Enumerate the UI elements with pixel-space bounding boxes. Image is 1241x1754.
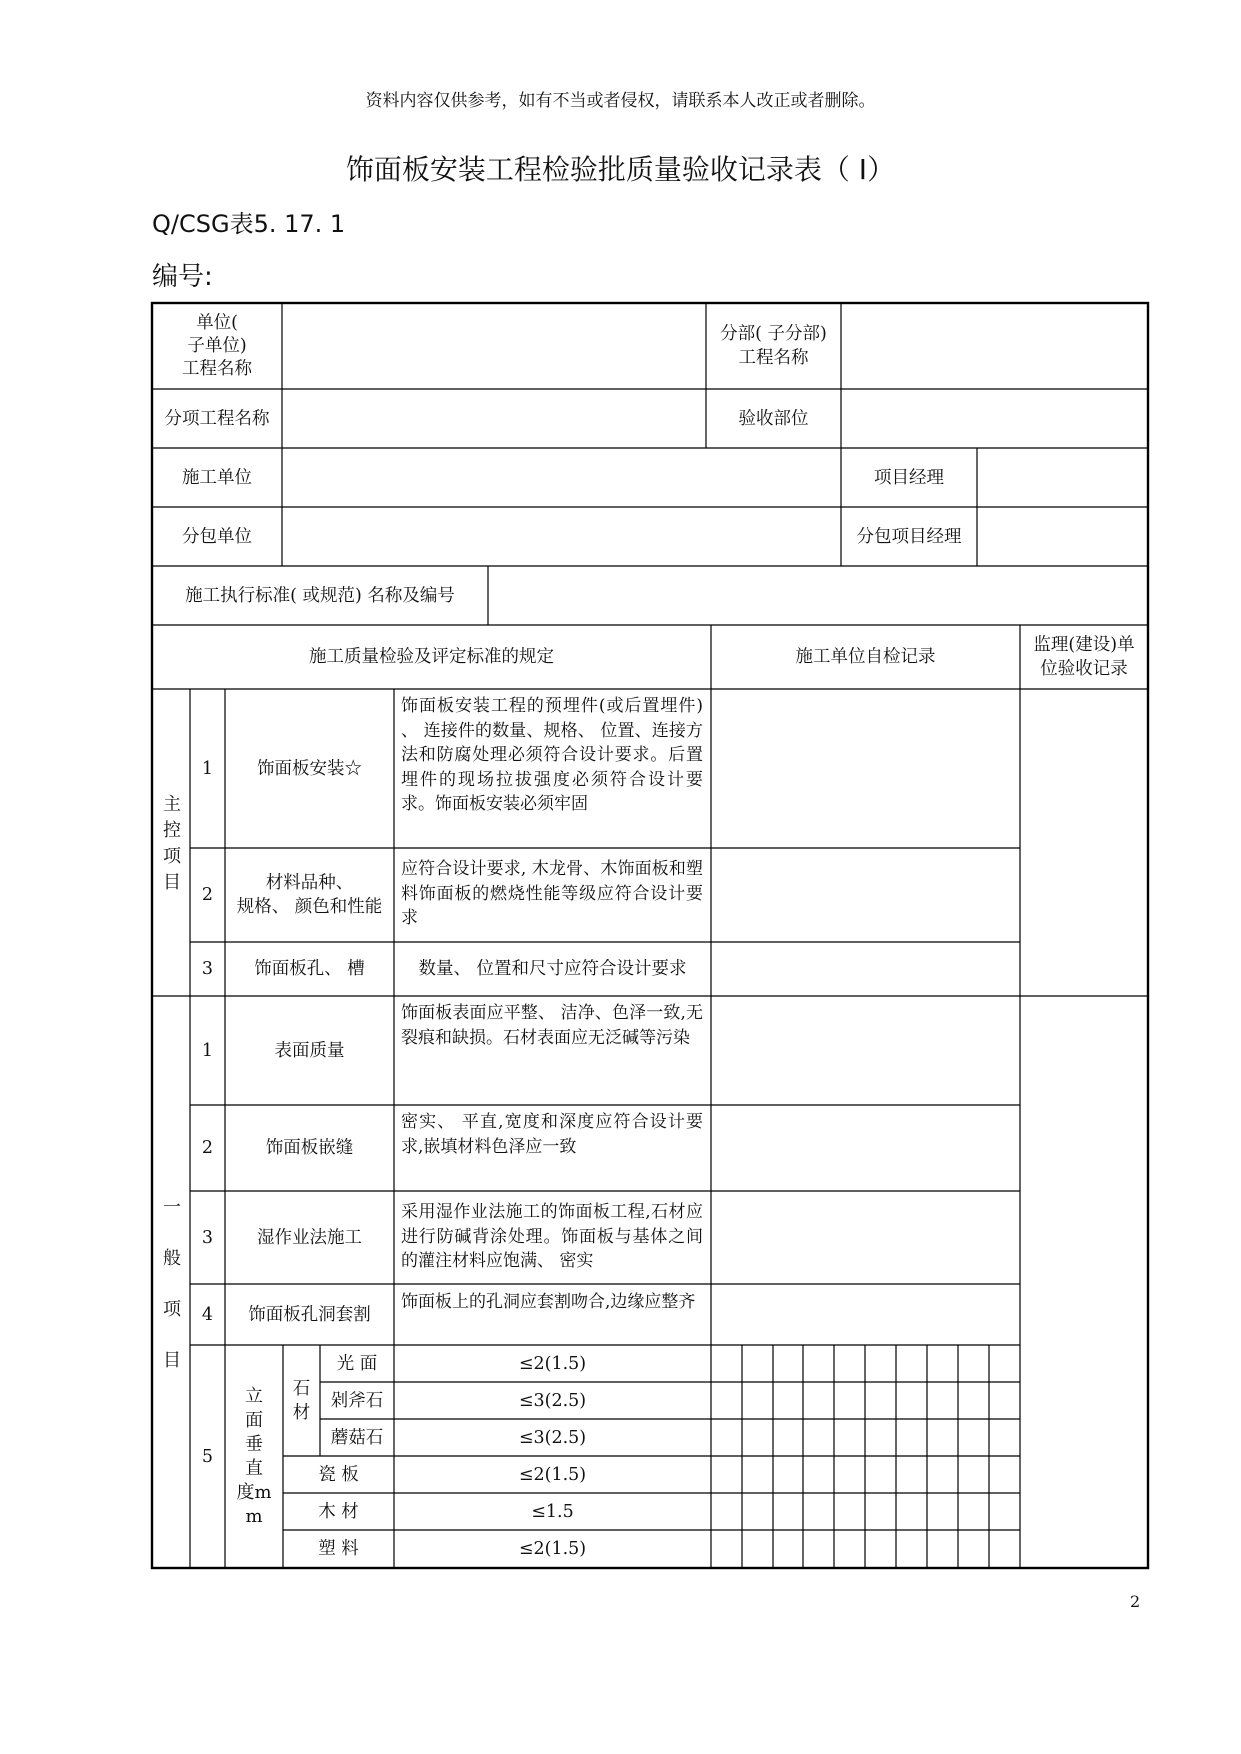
- vertical-deviation-char: 度m: [236, 1481, 272, 1503]
- serial-number-label: 编号:: [152, 262, 213, 292]
- tolerance-row-value: ≤3(2.5): [518, 1390, 587, 1411]
- main-item-name: 饰面板安装☆: [257, 758, 362, 779]
- supervision-header-line: 监理(建设)单: [1033, 635, 1135, 655]
- form-code: Q/CSG表5. 17. 1: [152, 210, 346, 238]
- tolerance-row-name: 瓷 板: [318, 1464, 359, 1485]
- acceptance-part-label: 验收部位: [738, 408, 809, 429]
- vertical-deviation-char: 立: [245, 1385, 263, 1407]
- general-item-name: 饰面板嵌缝: [265, 1138, 354, 1158]
- general-label: [157, 1182, 187, 1386]
- main-control-label: [157, 792, 187, 896]
- subcontract-manager-label: 分包项目经理: [856, 526, 962, 547]
- unit-project-label-line: 工程名称: [182, 358, 252, 379]
- subdivision-project-label: [706, 303, 841, 389]
- vertical-deviation-label: [225, 1345, 283, 1568]
- subdivision-project-label-line: 工程名称: [738, 348, 809, 368]
- general-item-no: 3: [201, 1227, 214, 1248]
- main-control-char: 目: [163, 872, 181, 893]
- general-label-char: 般: [163, 1248, 181, 1269]
- page-number: 2: [1130, 1592, 1141, 1611]
- general-item-name: 湿作业法施工: [257, 1227, 362, 1248]
- tolerance-row-name: 蘑菇石: [330, 1427, 384, 1448]
- general-item-no: 1: [201, 1040, 214, 1061]
- general-label-char: 目: [163, 1350, 181, 1371]
- main-item-no: 3: [201, 959, 214, 979]
- general-item-no: 5: [201, 1446, 214, 1467]
- self-check-column-header: 施工单位自检记录: [795, 647, 936, 667]
- subcontract-unit-label: 分包单位: [182, 526, 252, 547]
- vertical-deviation-char: 垂: [245, 1433, 263, 1455]
- vertical-deviation-char: 面: [245, 1409, 263, 1431]
- main-item-name: 饰面板孔、 槽: [254, 959, 365, 979]
- subdivision-project-label-line: 分部( 子分部): [720, 324, 827, 344]
- general-item-requirement: 饰面板表面应平整、 洁净、色泽一致,无裂痕和缺损。石材表面应无泛碱等污染: [401, 1003, 703, 1048]
- general-item-no: 4: [201, 1304, 214, 1325]
- unit-project-label-line: 单位(: [196, 312, 238, 333]
- general-item-name: 表面质量: [274, 1040, 345, 1061]
- tolerance-row-value: ≤2(1.5): [518, 1539, 587, 1559]
- tolerance-row-name: 木 材: [318, 1501, 359, 1522]
- main-item-name-line: 规格、 颜色和性能: [236, 897, 383, 917]
- unit-project-label: [152, 303, 282, 389]
- vertical-deviation-char: m: [245, 1505, 263, 1527]
- tolerance-row-value: ≤2(1.5): [518, 1353, 587, 1374]
- general-item-name: 饰面板孔洞套割: [248, 1304, 371, 1325]
- main-item-no: 1: [201, 758, 214, 779]
- main-item-requirement: 饰面板安装工程的预埋件(或后置埋件) 、 连接件的数量、规格、 位置、连接方法和防腐处理必须符合设计要求。后置埋件的现场拉拔强度必须符合设计要求。饰面板安装必须牢固: [401, 696, 703, 814]
- spec-column-header: 施工质量检验及评定标准的规定: [309, 647, 554, 667]
- main-item-no: 2: [201, 885, 214, 905]
- main-control-char: 项: [163, 846, 181, 867]
- tolerance-row-name: 剁斧石: [330, 1390, 384, 1411]
- general-item-requirement: 饰面板上的孔洞应套割吻合,边缘应整齐: [401, 1292, 696, 1312]
- page-title: 饰面板安装工程检验批质量验收记录表（ Ⅰ）: [345, 153, 896, 186]
- tolerance-row-name: 塑 料: [318, 1539, 359, 1559]
- tolerance-row-name: 光 面: [336, 1353, 378, 1374]
- main-item-name: [225, 848, 394, 942]
- item-project-label: 分项工程名称: [164, 408, 270, 429]
- tolerance-row-value: ≤2(1.5): [518, 1464, 587, 1485]
- tolerance-row-value: ≤1.5: [531, 1501, 574, 1522]
- general-label-char: 一: [163, 1197, 181, 1218]
- disclaimer: 资料内容仅供参考，如有不当或者侵权，请联系本人改正或者删除。: [365, 91, 876, 111]
- stone-label: [283, 1345, 320, 1456]
- supervision-column-header: [1020, 625, 1148, 689]
- main-control-char: 主: [163, 794, 181, 815]
- general-label-char: 项: [163, 1299, 181, 1320]
- stone-label-char: 石: [292, 1378, 311, 1399]
- vertical-deviation-char: 直: [245, 1457, 263, 1479]
- stone-label-char: 材: [292, 1402, 311, 1423]
- general-item-no: 2: [201, 1138, 214, 1158]
- unit-project-label-line: 子单位): [187, 335, 247, 356]
- standard-label: 施工执行标准( 或规范) 名称及编号: [185, 585, 455, 606]
- construction-unit-label: 施工单位: [182, 467, 252, 488]
- general-item-requirement: 采用湿作业法施工的饰面板工程,石材应进行防碱背涂处理。饰面板与基体之间的灌注材料应饱满、 密实: [401, 1202, 703, 1271]
- project-manager-label: 项目经理: [874, 467, 944, 488]
- main-item-name-line: 材料品种、: [265, 873, 354, 893]
- main-item-requirement: 应符合设计要求, 木龙骨、木饰面板和塑料饰面板的燃烧性能等级应符合设计要求: [401, 859, 703, 928]
- main-item-requirement: 数量、 位置和尺寸应符合设计要求: [418, 959, 687, 979]
- supervision-header-line: 位验收记录: [1040, 659, 1128, 679]
- main-control-char: 控: [163, 820, 181, 841]
- tolerance-row-value: ≤3(2.5): [518, 1427, 587, 1448]
- general-item-requirement: 密实、 平直,宽度和深度应符合设计要求,嵌填材料色泽应一致: [401, 1112, 703, 1157]
